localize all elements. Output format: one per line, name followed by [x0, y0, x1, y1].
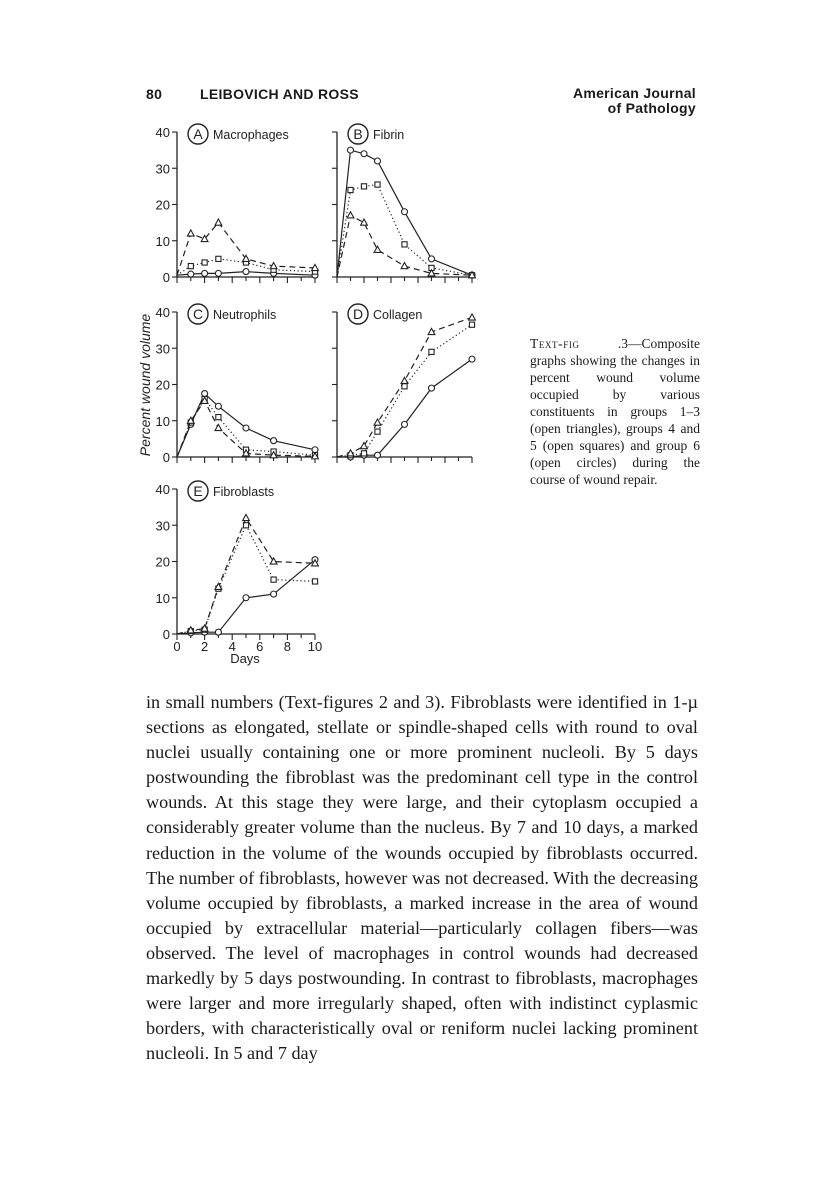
data-point-triangle [361, 443, 368, 449]
data-point-triangle [374, 419, 381, 425]
data-point-triangle [215, 424, 222, 430]
running-head-authors: LEIBOVICH AND ROSS [200, 86, 359, 102]
panel-a [156, 124, 319, 285]
data-point-triangle [401, 377, 408, 383]
data-point-circle [402, 209, 408, 215]
caption-label: Text-fig [530, 336, 580, 351]
data-point-circle [429, 385, 435, 391]
data-point-circle [361, 151, 367, 157]
data-point-square [429, 349, 434, 354]
data-point-square [469, 322, 474, 327]
y-tick-label: 10 [155, 233, 170, 249]
data-point-circle [375, 158, 381, 164]
data-point-triangle [215, 219, 222, 225]
data-point-square [202, 260, 207, 265]
series-line-circle [337, 359, 472, 457]
data-point-square [188, 264, 193, 269]
panel-title: Fibroblasts [213, 485, 275, 499]
data-point-square [216, 415, 221, 420]
data-point-triangle [361, 219, 368, 225]
y-tick-label: 20 [155, 554, 170, 570]
data-point-triangle [401, 263, 408, 269]
y-tick-label: 30 [155, 161, 170, 177]
x-tick-label: 10 [307, 639, 323, 654]
figure-caption [530, 335, 700, 488]
data-point-square [361, 451, 366, 456]
data-point-circle [243, 269, 249, 275]
y-tick-label: 0 [162, 450, 170, 465]
y-axis-label: Percent wound volume [137, 313, 153, 457]
panel-letter: E [193, 483, 203, 499]
y-tick-label: 40 [155, 305, 170, 320]
body-paragraph: in small numbers (Text-figures 2 and 3). Fibroblasts were identified in 1-µ sections as elongated, stellate or spindle-shaped cells with round to oval nuclei usually containing one or more prominent nucleoli. By 5 days postwounding the fibroblast was the predominant cell type in the control wounds. At this stage they were large, and their cytoplasm occupied a considerably greater volume than the nucleus. By 7 and 10 days, a marked reduction in the volume of the wounds occupied by fibroblasts occurred. The number of fibroblasts, however was not decreased. With the decreasing volume occupied by fibroblasts, a marked increase in the area of wound occupied by extracellular material—particularly collagen fibers—was observed. The level of macrophages in control wounds had decreased markedly by 5 days postwounding. In contrast to fibroblasts, macrophages were larger and more irregularly shaped, often with indistinct cyplasmic borders, with characteristically oval or reniform nuclei lacking prominent nucleoli. In 5 and 7 day [146, 692, 698, 1064]
data-point-square [402, 242, 407, 247]
data-point-circle [271, 438, 277, 444]
y-tick-label: 0 [162, 627, 170, 642]
data-point-circle [188, 271, 194, 277]
y-tick-label: 20 [155, 197, 170, 213]
panel-letter: D [352, 306, 364, 322]
panel-title: Macrophages [213, 128, 289, 142]
data-point-triangle [243, 514, 250, 520]
y-tick-label: 10 [155, 413, 170, 429]
panel-c [156, 304, 319, 465]
y-tick-label: 0 [162, 270, 170, 285]
data-point-square [348, 187, 353, 192]
data-point-triangle [469, 314, 476, 320]
x-tick-label: 8 [283, 639, 292, 654]
data-point-circle [375, 452, 381, 458]
y-tick-label: 30 [155, 341, 170, 357]
data-point-square [361, 184, 366, 189]
panel-title: Neutrophils [213, 308, 277, 322]
series-line-triangle [177, 223, 315, 276]
data-point-triangle [374, 246, 381, 252]
caption-text: .3—Composite graphs showing the changes in percent wound volume occupied by various constituents in groups 1–3 (open triangles), groups 4 and 5 (open squares) and group 6 (open circles) during the course of wound repair. [530, 336, 700, 487]
data-point-square [271, 577, 276, 582]
panel-letter: B [353, 126, 363, 142]
series-line-square [337, 325, 472, 457]
x-axis-label: Days [230, 651, 260, 666]
data-point-circle [243, 425, 249, 431]
data-point-square [375, 182, 380, 187]
data-point-circle [348, 147, 354, 153]
data-point-circle [215, 629, 221, 635]
y-tick-label: 20 [155, 377, 170, 393]
journal-line-1: American Journal [572, 85, 696, 101]
data-point-square [375, 429, 380, 434]
x-tick-label: 6 [256, 639, 264, 654]
x-tick-label: 4 [228, 639, 236, 654]
panel-letter: C [192, 306, 204, 322]
y-tick-label: 40 [155, 125, 170, 140]
data-point-triangle [187, 230, 194, 236]
data-point-square [312, 579, 317, 584]
series-line-square [177, 525, 315, 634]
y-tick-label: 10 [155, 590, 170, 606]
data-point-square [216, 256, 221, 261]
panel-title: Collagen [373, 308, 423, 322]
data-point-circle [271, 591, 277, 597]
series-line-triangle [177, 518, 315, 634]
panel-e [156, 481, 323, 654]
data-point-circle [202, 270, 208, 276]
data-point-circle [215, 403, 221, 409]
panel-d [332, 304, 475, 463]
data-point-circle [215, 270, 221, 276]
data-point-triangle [347, 212, 354, 218]
data-point-circle [429, 256, 435, 262]
x-tick-label: 2 [200, 639, 209, 654]
data-point-circle [243, 595, 249, 601]
panel-title: Fibrin [373, 128, 405, 142]
data-point-circle [402, 421, 408, 427]
data-point-circle [202, 391, 208, 397]
panel-letter: A [193, 126, 203, 142]
journal-line-2: of Pathology [607, 100, 696, 116]
y-tick-label: 30 [155, 518, 170, 534]
data-point-circle [469, 356, 475, 362]
panel-b [332, 124, 475, 283]
x-tick-label: 0 [173, 639, 181, 654]
page-number: 80 [146, 86, 163, 102]
y-tick-label: 40 [155, 482, 170, 497]
